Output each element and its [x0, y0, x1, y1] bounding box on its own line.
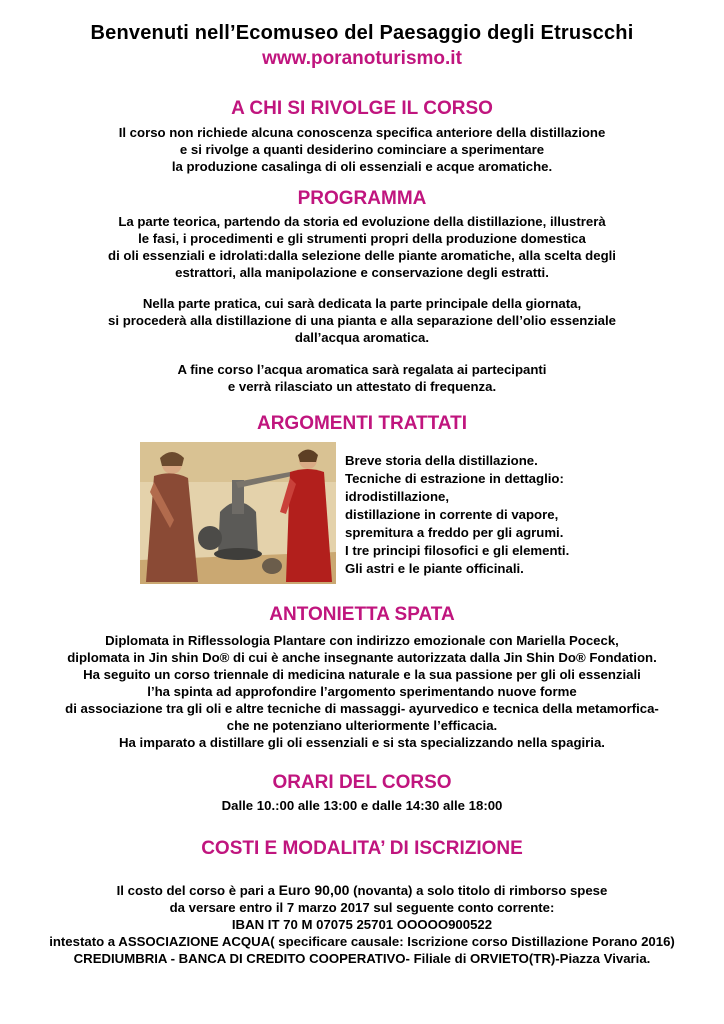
text-line: di associazione tra gli oli e altre tecniche di massaggi- ayurvedico e tecnica della metamorfica-	[65, 701, 659, 716]
distillation-illustration-drawing	[140, 442, 336, 584]
header-title: Benvenuti nell’Ecomuseo del Paesaggio degli Etruscchi	[90, 22, 634, 44]
text-line: Il corso non richiede alcuna conoscenza specifica anteriore della distillazione	[118, 125, 606, 140]
bank-line: CREDIUMBRIA - BANCA DI CREDITO COOPERATIVO- Filiale di ORVIETO(TR)-Piazza Vivaria.	[73, 951, 651, 966]
section-title-costs: COSTI E MODALITA’ DI ISCRIZIONE	[201, 838, 523, 859]
text-line: Diplomata in Riflessologia Plantare con indirizzo emozionale con Mariella Poceck,	[105, 633, 619, 648]
costs-details	[0, 882, 724, 967]
distillation-illustration	[140, 442, 336, 584]
text-line: Ha seguito un corso triennale di medicina naturale e la sua passione per gli oli essenziali	[83, 667, 641, 682]
program-paragraph-theory	[0, 213, 724, 281]
deadline-date: 7 marzo 2017	[286, 900, 370, 915]
text-line: che ne potenziano ulteriormente l’efficacia.	[226, 718, 498, 733]
text-line: le fasi, i procedimenti e gli strumenti propri della produzione domestica	[138, 231, 586, 246]
price-value: Euro 90,00	[278, 882, 350, 898]
list-item: spremitura a freddo per gli agrumi.	[345, 525, 564, 540]
section-title-target: A CHI SI RIVOLGE IL CORSO	[231, 98, 493, 119]
text-line: di oli essenziali e idrolati:dalla selezione delle piante aromatiche, alla scelta degli	[108, 248, 616, 263]
text-line: A fine corso l’acqua aromatica sarà regalata ai partecipanti	[177, 362, 547, 377]
text-line: la produzione casalinga di oli essenziali e acque aromatiche.	[171, 159, 553, 174]
deadline-text: sul seguente conto corrente:	[369, 900, 555, 915]
list-item: I tre principi filosofici e gli elementi.	[345, 543, 570, 558]
topics-list	[345, 452, 715, 578]
list-item: Gli astri e le piante officinali.	[345, 561, 524, 576]
text-line: Nella parte pratica, cui sarà dedicata la parte principale della giornata,	[142, 296, 582, 311]
list-item: Breve storia della distillazione.	[345, 453, 538, 468]
deadline-text: da versare entro il	[169, 900, 287, 915]
list-item: Tecniche di estrazione in dettaglio:	[345, 471, 564, 486]
section-title-program: PROGRAMMA	[297, 188, 427, 209]
section-title-teacher: ANTONIETTA SPATA	[269, 604, 455, 625]
text-line: diplomata in Jin shin Do® di cui è anche insegnante autorizzata dalla Jin Shin Do® Fondation.	[67, 650, 657, 665]
target-paragraph	[0, 124, 724, 175]
text-line: La parte teorica, partendo da storia ed evoluzione della distillazione, illustrerà	[118, 214, 606, 229]
text-line: l’ha spinta ad approfondire l’argomento sperimentando nuove forme	[147, 684, 577, 699]
cost-text: Il costo del corso è pari a	[116, 883, 279, 898]
deadline-line	[0, 899, 724, 916]
program-paragraph-end	[0, 361, 724, 395]
text-line: estrattori, alla manipolazione e conservazione degli estratti.	[175, 265, 549, 280]
text-line: si procederà alla distillazione di una pianta e alla separazione dell’olio essenziale	[108, 313, 616, 328]
cost-text: (novanta) a solo titolo di rimborso spese	[349, 883, 608, 898]
teacher-bio	[0, 632, 724, 751]
program-paragraph-practice	[0, 295, 724, 346]
list-item: distillazione in corrente di vapore,	[345, 507, 559, 522]
text-line: dall’acqua aromatica.	[294, 330, 430, 345]
list-item: idrodistillazione,	[345, 489, 450, 504]
account-holder-line: intestato a ASSOCIAZIONE ACQUA( specificare causale: Iscrizione corso Distillazione Porano 2016)	[49, 934, 675, 949]
text-line: e verrà rilasciato un attestato di frequenza.	[227, 379, 497, 394]
schedule-text: Dalle 10.:00 alle 13:00 e dalle 14:30 alle 18:00	[221, 798, 503, 813]
cost-line	[0, 882, 724, 899]
section-title-schedule: ORARI DEL CORSO	[272, 772, 452, 793]
text-line: Ha imparato a distillare gli oli essenziali e si sta specializzando nella spagiria.	[119, 735, 605, 750]
section-title-topics: ARGOMENTI TRATTATI	[256, 413, 468, 434]
website-link[interactable]: www.poranoturismo.it	[262, 48, 462, 69]
text-line: e si rivolge a quanti desiderino cominciare a sperimentare	[179, 142, 545, 157]
iban-line: IBAN IT 70 M 07075 25701 OOOOO900522	[231, 917, 493, 932]
